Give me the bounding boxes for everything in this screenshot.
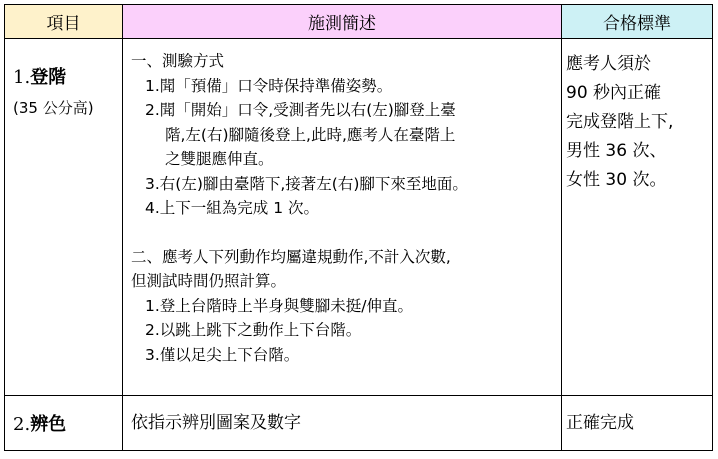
item-title [13,63,122,89]
item-cell [5,396,123,451]
header-standard: 合格標準 [562,5,713,39]
rule-line: 階,左(右)腳隨後登上,此時,應考人在臺階上 [165,125,456,144]
standard-line: 男性 36 次、 [566,141,667,161]
table-row [5,39,713,396]
rule-line: 3.右(左)腳由臺階下,接著左(右)腳下來至地面。 [145,174,468,193]
header-description: 施測簡述 [123,5,562,39]
section-title-continued: 但測試時間仍照計算。 [131,272,287,290]
rule-line: 之雙腿應伸直。 [165,150,274,168]
standard-line: 完成登階上下, [566,112,674,132]
item-subtitle: (35 公分高) [13,99,94,117]
violation-line: 3.僅以足尖上下台階。 [145,345,300,364]
exam-table [4,4,713,451]
section-title: 一、測驗方式 [131,52,225,70]
item-cell [5,39,123,396]
standard-line: 90 秒內正確 [566,83,662,103]
item-number: 2. [13,414,31,435]
item-name: 辨色 [30,414,67,435]
item-title [13,410,122,436]
violation-line: 2.以跳上跳下之動作上下台階。 [145,321,362,339]
rule-line: 1.聞「預備」口令時保持準備姿勢。 [145,76,393,95]
spacer [131,221,557,245]
description-cell [123,39,562,396]
header-item: 項目 [5,5,123,39]
violation-line: 1.登上台階時上半身與雙腳未挺/伸直。 [145,296,414,315]
standard-cell: 正確完成 [562,396,713,451]
description-cell: 依指示辨別圖案及數字 [123,396,562,451]
item-number: 1. [13,67,31,88]
standard-line: 應考人須於 [566,54,651,74]
header-row [5,5,713,39]
item-name: 登階 [30,67,67,88]
section-title: 二、應考人下列動作均屬違規動作,不計入次數, [131,247,451,266]
standard-line: 女性 30 次。 [566,170,667,190]
standard-cell [562,39,713,396]
table-row [5,396,713,451]
rule-line: 4.上下一組為完成 1 次。 [145,199,320,217]
rule-line: 2.聞「開始」口令,受測者先以右(左)腳登上臺 [145,101,456,119]
